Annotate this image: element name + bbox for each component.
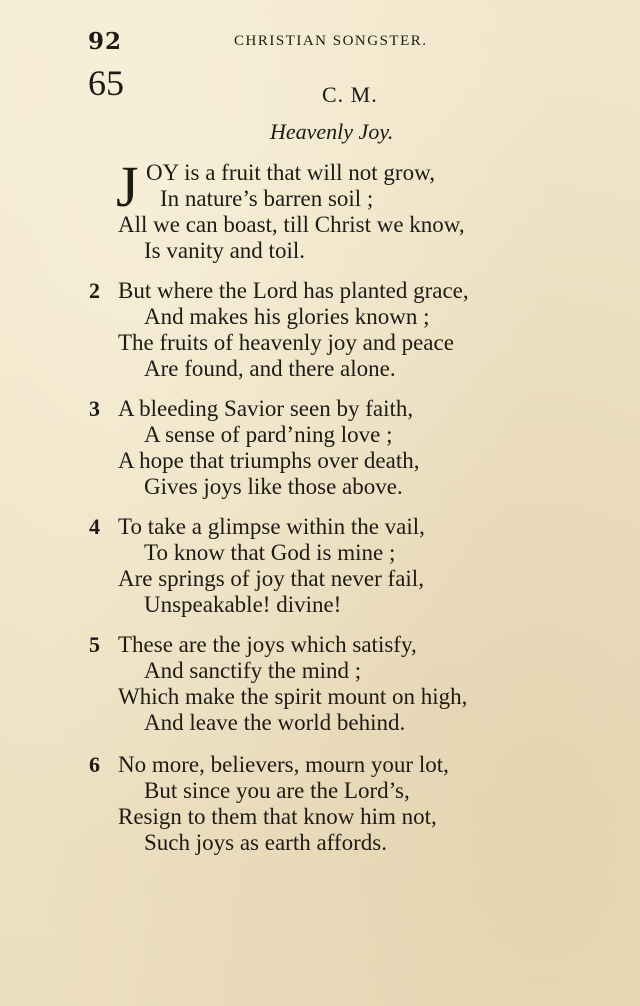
verse-line: Such joys as earth affords.	[144, 830, 387, 855]
verse-line: Gives joys like those above.	[144, 474, 403, 499]
verse-line: To know that God is mine ;	[144, 540, 396, 565]
verse-line: And makes his glories known ;	[144, 304, 430, 329]
verse-number: 3	[89, 396, 100, 421]
verse-line: These are the joys which satisfy,	[118, 632, 417, 657]
verse-line: No more, believers, mourn your lot,	[118, 752, 449, 777]
hymn-meter: C. M.	[322, 82, 378, 107]
verse-line: Is vanity and toil.	[144, 238, 305, 263]
verse-number: 4	[89, 514, 100, 539]
verse-line: And sanctify the mind ;	[144, 658, 362, 683]
verse-line: To take a glimpse within the vail,	[118, 514, 425, 539]
drop-cap: J	[116, 154, 139, 219]
running-head	[88, 28, 558, 54]
verse-number: 5	[89, 632, 100, 657]
verse-line: The fruits of heavenly joy and peace	[118, 330, 454, 355]
verse-line: A hope that triumphs over death,	[118, 448, 420, 473]
verse-line: A bleeding Savior seen by faith,	[118, 396, 414, 421]
verse-line: Are found, and there alone.	[144, 356, 396, 381]
verse-line: OY is a fruit that will not grow,	[146, 160, 435, 185]
verse-line: All we can boast, till Christ we know,	[118, 212, 465, 237]
verse-line: Unspeakable! divine!	[144, 592, 342, 617]
verse-number: 2	[89, 278, 100, 303]
book-title: CHRISTIAN SONGSTER.	[234, 33, 428, 49]
hymn-title: Heavenly Joy.	[270, 119, 394, 144]
verse-line: Which make the spirit mount on high,	[118, 684, 468, 709]
verse-line: And leave the world behind.	[144, 710, 406, 735]
page-number: 92	[88, 28, 123, 55]
verse-line: Resign to them that know him not,	[118, 804, 437, 829]
verse-number: 6	[89, 752, 100, 777]
verse-line: A sense of pard’ning love ;	[144, 422, 393, 447]
verse-line: In nature’s barren soil ;	[160, 186, 374, 211]
verse-line: Are springs of joy that never fail,	[118, 566, 424, 591]
verse-line: But where the Lord has planted grace,	[118, 278, 469, 303]
verse-line: But since you are the Lord’s,	[144, 778, 410, 803]
hymn-number: 65	[88, 63, 124, 103]
